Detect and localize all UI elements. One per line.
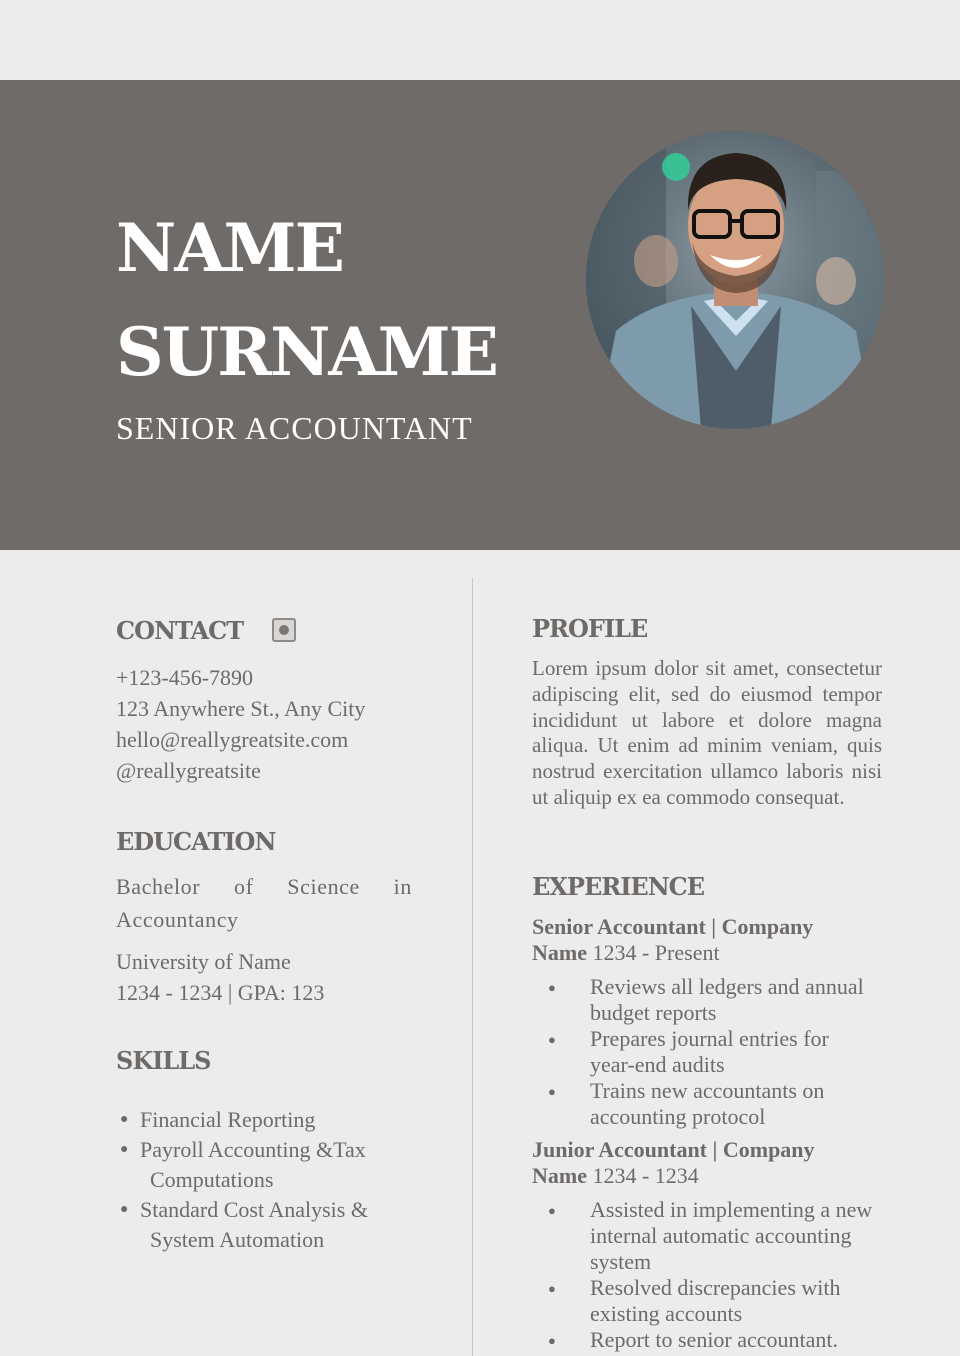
name-line-1: NAME [116,209,343,287]
profile-photo [586,131,884,429]
job-2-bullets [548,1197,878,1353]
skills-list [120,1105,440,1255]
list-item: ● Reviews all ledgers and annual budget reports [548,974,878,1026]
contact-details [116,662,365,786]
education-details [116,946,324,1008]
job-1-bullets [548,974,878,1130]
education-degree: Bachelor of Science in Accountancy [116,874,412,932]
experience-heading: EXPERIENCE [532,872,705,901]
profile-heading: PROFILE [532,614,648,643]
job-role: SENIOR ACCOUNTANT [116,410,473,446]
profile-text: Lorem ipsum dolor sit amet, consectetur adipiscing elit, sed do eiusmod tempor incididunt ut labore et dolore magna aliqua. Ut enim ad minim veniam, quis nostrud exercitation ullamco laboris nisi ut aliquip ex ea commodo consequat. [532,656,882,809]
list-item: ● Assisted in implementing a new internal automatic accounting system [548,1197,878,1275]
contact-phone: +123-456-7890 [116,665,254,690]
contact-heading-text: CONTACT [116,616,244,645]
education-school: University of Name [116,949,291,974]
job-entry-1: Senior Accountant | Company Name 1234 - Present [532,914,814,965]
contact-email: hello@reallygreatsite.com [116,727,349,752]
column-divider [472,578,473,1356]
contact-address: 123 Anywhere St., Any City [116,696,366,721]
candidate-name [116,196,497,404]
list-item: ● Report to senior accountant. [548,1327,878,1353]
portrait-illustration [586,131,884,429]
contact-social: @reallygreatsite [116,758,261,783]
education-dates: 1234 - 1234 | GPA: 123 [116,980,325,1005]
list-item: ● Prepares journal entries for year-end audits [548,1026,878,1078]
list-item: ● Standard Cost Analysis & System Automation [120,1195,440,1255]
contact-card-icon [272,618,296,642]
job-entry-2: Junior Accountant | Company Name 1234 - 1234 [532,1137,815,1188]
contact-heading [116,616,296,645]
list-item: ● Trains new accountants on accounting protocol [548,1078,878,1130]
list-item: ● Resolved discrepancies with existing accounts [548,1275,878,1327]
education-heading: EDUCATION [116,827,276,856]
name-line-2: SURNAME [116,313,497,391]
skills-heading: SKILLS [116,1046,211,1075]
list-item: ● Financial Reporting [120,1105,440,1135]
list-item: ● Payroll Accounting &Tax Computations [120,1135,440,1195]
